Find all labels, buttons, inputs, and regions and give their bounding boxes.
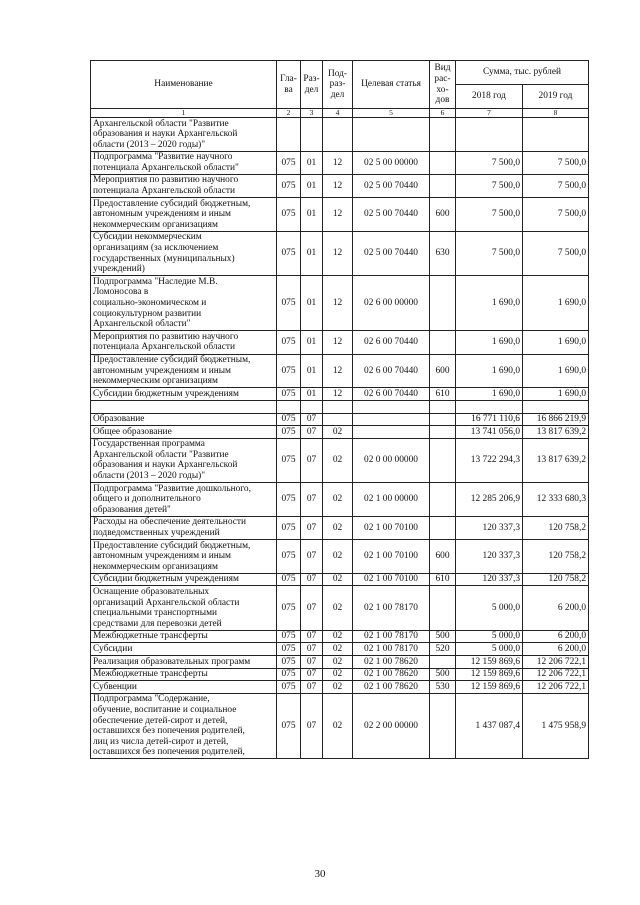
name-line: Субсидии некоммерческим [93,232,202,243]
name-line: Общее образование [93,426,172,437]
podrazdel-cell: 02 [323,668,353,681]
table-row [91,483,589,517]
name-line: потенциала Архангельской области [93,186,235,197]
podrazdel-cell [323,413,353,426]
col-number: 6 [430,109,456,118]
vid-cell: 600 [430,540,456,574]
razdel-cell: 07 [301,573,323,586]
name-line: автономным учреждениям и иным [93,209,231,220]
name-line: Межбюджетные трансферты [93,669,208,680]
table-row [91,198,589,232]
glava-cell: 075 [277,388,301,401]
sum-2019-cell: 6 200,0 [523,586,589,630]
table-row [91,630,589,643]
name-line: потенциала Архангельской области [93,342,235,353]
name-line: образования и науки Архангельской [93,129,238,140]
table-row [91,231,589,275]
razdel-cell: 01 [301,174,323,197]
podrazdel-cell [323,400,353,413]
target-cell: 02 1 00 78620 [353,681,430,694]
name-line: Образование [93,414,145,425]
podrazdel-cell: 02 [323,516,353,539]
name-line: образования детей" [93,504,171,515]
table-row [91,586,589,630]
glava-cell: 075 [277,630,301,643]
podrazdel-cell: 02 [323,426,353,439]
podrazdel-cell: 02 [323,656,353,669]
razdel-cell: 01 [301,151,323,174]
razdel-cell: 07 [301,693,323,759]
podrazdel-cell: 02 [323,586,353,630]
target-cell: 02 1 00 70100 [353,573,430,586]
glava-cell: 075 [277,586,301,630]
col-number: 5 [353,109,430,118]
name-line: средствами для перевозки детей [93,618,222,629]
podrazdel-cell: 02 [323,438,353,482]
name-cell [91,586,277,630]
sum-2019-cell: 6 200,0 [523,643,589,656]
sum-2019-cell: 1 690,0 [523,276,589,331]
target-cell: 02 6 00 70440 [353,331,430,354]
razdel-cell: 07 [301,413,323,426]
glava-cell: 075 [277,331,301,354]
sum-2019-cell: 7 500,0 [523,174,589,197]
name-line: Архангельской области "Развитие [93,118,229,129]
sum-2018-cell [456,400,523,413]
header-vid: Вид рас-хо-дов [430,61,456,109]
vid-cell: 600 [430,354,456,388]
sum-2018-cell: 7 500,0 [456,198,523,232]
sum-2018-cell: 120 337,3 [456,573,523,586]
podrazdel-cell: 12 [323,354,353,388]
target-cell: 02 6 00 00000 [353,276,430,331]
name-line: Оснащение образовательных [93,586,210,597]
podrazdel-cell: 12 [323,276,353,331]
name-line: Субсидии бюджетным учреждениям [93,388,239,399]
name-cell [91,681,277,694]
sum-2018-cell: 120 337,3 [456,540,523,574]
name-line: потенциала Архангельской области" [93,162,239,173]
target-cell: 02 1 00 78620 [353,668,430,681]
name-line: Мероприятия по развитию научного [93,331,239,342]
name-line: автономным учреждениям и иным [93,551,231,562]
vid-cell [430,693,456,759]
podrazdel-cell: 02 [323,540,353,574]
target-cell: 02 1 00 78170 [353,630,430,643]
name-cell [91,388,277,401]
table-row [91,573,589,586]
razdel-cell: 07 [301,540,323,574]
razdel-cell: 01 [301,231,323,275]
name-cell [91,276,277,331]
name-line: оставшихся без попечения родителей, [93,747,245,758]
col-number: 2 [277,109,301,118]
target-cell: 02 1 00 78620 [353,656,430,669]
name-line: учреждений) [93,264,145,275]
podrazdel-cell: 02 [323,681,353,694]
glava-cell: 075 [277,540,301,574]
name-cell [91,400,277,413]
sum-2018-cell: 7 500,0 [456,231,523,275]
table-row [91,643,589,656]
name-cell [91,483,277,517]
glava-cell: 075 [277,438,301,482]
sum-2018-cell: 120 337,3 [456,516,523,539]
podrazdel-cell: 02 [323,573,353,586]
table-row [91,276,589,331]
table-row [91,656,589,669]
razdel-cell: 07 [301,643,323,656]
razdel-cell: 01 [301,276,323,331]
target-cell [353,400,430,413]
razdel-cell: 01 [301,198,323,232]
name-line: социально-экономическом и [93,298,207,309]
target-cell [353,426,430,439]
target-cell: 02 5 00 70440 [353,231,430,275]
page-number: 30 [314,868,326,880]
name-line: некоммерческим организациям [93,376,218,387]
sum-2018-cell: 1 690,0 [456,331,523,354]
name-line: Субсидии бюджетным учреждениям [93,574,239,585]
glava-cell: 075 [277,151,301,174]
glava-cell: 075 [277,174,301,197]
glava-cell: 075 [277,231,301,275]
name-line: обучение, воспитание и социальное [93,704,237,715]
col-number: 1 [91,109,277,118]
podrazdel-cell: 12 [323,151,353,174]
vid-cell: 630 [430,231,456,275]
sum-2018-cell: 7 500,0 [456,151,523,174]
name-cell [91,643,277,656]
name-line: Предоставление субсидий бюджетным, [93,198,251,209]
sum-2018-cell: 1 690,0 [456,354,523,388]
sum-2019-cell: 1 475 958,9 [523,693,589,759]
name-line: Субсидии [93,643,133,654]
vid-cell: 520 [430,643,456,656]
sum-2019-cell [523,118,589,152]
glava-cell: 075 [277,413,301,426]
budget-table [90,60,589,759]
header-podrazdel: Под-раз-дел [323,61,353,109]
name-line: социокультурном развитии [93,308,202,319]
target-cell [353,118,430,152]
sum-2018-cell: 7 500,0 [456,174,523,197]
vid-cell [430,516,456,539]
target-cell [353,413,430,426]
vid-cell: 600 [430,198,456,232]
header-glava: Гла-ва [277,61,301,109]
razdel-cell: 07 [301,483,323,517]
header-target: Целевая статья [353,61,430,109]
razdel-cell [301,118,323,152]
vid-cell: 530 [430,681,456,694]
razdel-cell: 07 [301,586,323,630]
target-cell: 02 2 00 00000 [353,693,430,759]
glava-cell: 075 [277,681,301,694]
vid-cell [430,438,456,482]
header-name: Наименование [91,61,277,109]
podrazdel-cell: 12 [323,198,353,232]
name-cell [91,231,277,275]
name-cell [91,516,277,539]
sum-2018-cell [456,118,523,152]
sum-2019-cell: 13 817 639,2 [523,438,589,482]
name-line: Подпрограмма "Развитие дошкольного, [93,483,251,494]
target-cell: 02 1 00 78170 [353,586,430,630]
table-body [91,118,589,759]
razdel-cell: 07 [301,656,323,669]
glava-cell: 075 [277,198,301,232]
glava-cell: 075 [277,656,301,669]
sum-2018-cell: 12 159 869,6 [456,681,523,694]
sum-2018-cell: 5 000,0 [456,643,523,656]
name-line: Предоставление субсидий бюджетным, [93,355,251,366]
sum-2018-cell: 1 690,0 [456,388,523,401]
header-razdel: Раз-дел [301,61,323,109]
table-row [91,388,589,401]
sum-2019-cell: 12 206 722,1 [523,668,589,681]
name-line: области (2013 – 2020 годы)" [93,139,206,150]
name-cell [91,118,277,152]
razdel-cell: 01 [301,354,323,388]
razdel-cell: 01 [301,331,323,354]
table-row [91,400,589,413]
col-number: 8 [523,109,589,118]
target-cell: 02 5 00 00000 [353,151,430,174]
name-line: Архангельской области "Развитие [93,449,229,460]
sum-2019-cell: 120 758,2 [523,540,589,574]
header-sum: Сумма, тыс. рублей [456,61,589,85]
name-line: организаций Архангельской области [93,597,240,608]
name-line: организациям (за исключением [93,243,219,254]
razdel-cell: 07 [301,438,323,482]
name-cell [91,198,277,232]
name-line: обеспечение детей-сирот и детей, [93,715,228,726]
name-cell [91,354,277,388]
vid-cell [430,483,456,517]
col-number: 4 [323,109,353,118]
table-row [91,540,589,574]
name-cell [91,331,277,354]
razdel-cell [301,400,323,413]
name-cell [91,426,277,439]
podrazdel-cell: 02 [323,483,353,517]
name-line: образования и науки Архангельской [93,460,238,471]
target-cell: 02 6 00 70440 [353,354,430,388]
target-cell: 02 1 00 70100 [353,540,430,574]
sum-2019-cell: 120 758,2 [523,573,589,586]
name-line: Реализация образовательных программ [93,656,251,667]
razdel-cell: 07 [301,630,323,643]
vid-cell [430,400,456,413]
name-cell [91,656,277,669]
sum-2018-cell: 5 000,0 [456,586,523,630]
podrazdel-cell [323,118,353,152]
sum-2019-cell: 16 866 219,9 [523,413,589,426]
sum-2019-cell: 12 206 722,1 [523,681,589,694]
table-row [91,438,589,482]
sum-2019-cell: 7 500,0 [523,231,589,275]
podrazdel-cell: 02 [323,630,353,643]
name-cell [91,151,277,174]
sum-2019-cell: 7 500,0 [523,151,589,174]
sum-2018-cell: 13 722 294,3 [456,438,523,482]
vid-cell: 500 [430,668,456,681]
sum-2019-cell: 13 817 639,2 [523,426,589,439]
name-line: Архангельской области" [93,319,191,330]
header-2018: 2018 год [456,85,523,109]
sum-2019-cell [523,400,589,413]
name-line: подведомственных учреждений [93,528,220,538]
sum-2018-cell: 16 771 110,6 [456,413,523,426]
name-cell [91,630,277,643]
razdel-cell: 07 [301,426,323,439]
glava-cell: 075 [277,573,301,586]
razdel-cell: 07 [301,681,323,694]
target-cell: 02 6 00 70440 [353,388,430,401]
sum-2019-cell: 1 690,0 [523,388,589,401]
name-cell [91,413,277,426]
sum-2018-cell: 12 285 206,9 [456,483,523,517]
podrazdel-cell: 12 [323,231,353,275]
name-line: области (2013 – 2020 годы)" [93,471,206,481]
glava-cell: 075 [277,693,301,759]
name-line: государственных (муниципальных) [93,253,235,264]
target-cell: 02 5 00 70440 [353,174,430,197]
name-line: Ломоносова в [93,287,149,298]
vid-cell [430,426,456,439]
name-cell [91,693,277,759]
sum-2018-cell: 5 000,0 [456,630,523,643]
name-cell [91,174,277,197]
sum-2018-cell: 13 741 056,0 [456,426,523,439]
name-line: Государственная программа [93,439,205,450]
name-line: Предоставление субсидий бюджетным, [93,540,251,551]
sum-2019-cell: 120 758,2 [523,516,589,539]
name-line: Подпрограмма "Наследие М.В. [93,276,218,287]
vid-cell [430,413,456,426]
vid-cell [430,118,456,152]
vid-cell: 610 [430,573,456,586]
glava-cell [277,118,301,152]
vid-cell: 500 [430,630,456,643]
name-line: общего и дополнительного [93,494,201,505]
target-cell: 02 1 00 00000 [353,483,430,517]
vid-cell [430,151,456,174]
table-row [91,668,589,681]
sum-2019-cell: 1 690,0 [523,354,589,388]
podrazdel-cell: 02 [323,643,353,656]
table-row [91,413,589,426]
name-cell [91,540,277,574]
target-cell: 02 5 00 70440 [353,198,430,232]
table-row [91,516,589,539]
podrazdel-cell: 02 [323,693,353,759]
table-row [91,354,589,388]
name-line: автономным учреждениям и иным [93,365,231,376]
glava-cell [277,400,301,413]
name-cell [91,668,277,681]
sum-2018-cell: 12 159 869,6 [456,668,523,681]
glava-cell: 075 [277,426,301,439]
sum-2018-cell: 1 690,0 [456,276,523,331]
name-line: оставшихся без попечения родителей, [93,726,245,737]
vid-cell [430,331,456,354]
sum-2018-cell: 12 159 869,6 [456,656,523,669]
razdel-cell: 01 [301,388,323,401]
table-row [91,681,589,694]
podrazdel-cell: 12 [323,388,353,401]
sum-2018-cell: 1 437 087,4 [456,693,523,759]
table-row [91,151,589,174]
name-line: специальными транспортными [93,608,218,619]
name-line: Расходы на обеспечение деятельности [93,517,247,528]
name-line: Подпрограмма "Развитие научного [93,152,233,163]
glava-cell: 075 [277,276,301,331]
vid-cell [430,174,456,197]
col-number: 3 [301,109,323,118]
vid-cell: 610 [430,388,456,401]
table-row [91,693,589,759]
target-cell: 02 1 00 70100 [353,516,430,539]
vid-cell [430,586,456,630]
razdel-cell: 07 [301,668,323,681]
name-line: некоммерческим организациям [93,219,218,230]
razdel-cell: 07 [301,516,323,539]
sum-2019-cell: 7 500,0 [523,198,589,232]
table-row [91,174,589,197]
glava-cell: 075 [277,668,301,681]
glava-cell: 075 [277,643,301,656]
name-cell [91,438,277,482]
name-cell [91,573,277,586]
sum-2019-cell: 6 200,0 [523,630,589,643]
sum-2019-cell: 1 690,0 [523,331,589,354]
name-line: Подпрограмма "Содержание, [93,694,210,705]
name-line: Мероприятия по развитию научного [93,175,239,186]
name-line: лиц из числа детей-сирот и детей, [93,736,229,747]
table-row [91,118,589,152]
glava-cell: 075 [277,516,301,539]
podrazdel-cell: 12 [323,331,353,354]
target-cell: 02 1 00 78170 [353,643,430,656]
glava-cell: 075 [277,354,301,388]
name-line: некоммерческим организациям [93,561,218,572]
name-line: Межбюджетные трансферты [93,631,208,642]
col-number: 7 [456,109,523,118]
sum-2019-cell: 12 206 722,1 [523,656,589,669]
vid-cell [430,656,456,669]
table-row [91,426,589,439]
vid-cell [430,276,456,331]
target-cell: 02 0 00 00000 [353,438,430,482]
glava-cell: 075 [277,483,301,517]
name-line: Субвенции [93,681,137,692]
header-2019: 2019 год [523,85,589,109]
podrazdel-cell: 12 [323,174,353,197]
sum-2019-cell: 12 333 680,3 [523,483,589,517]
table-row [91,331,589,354]
